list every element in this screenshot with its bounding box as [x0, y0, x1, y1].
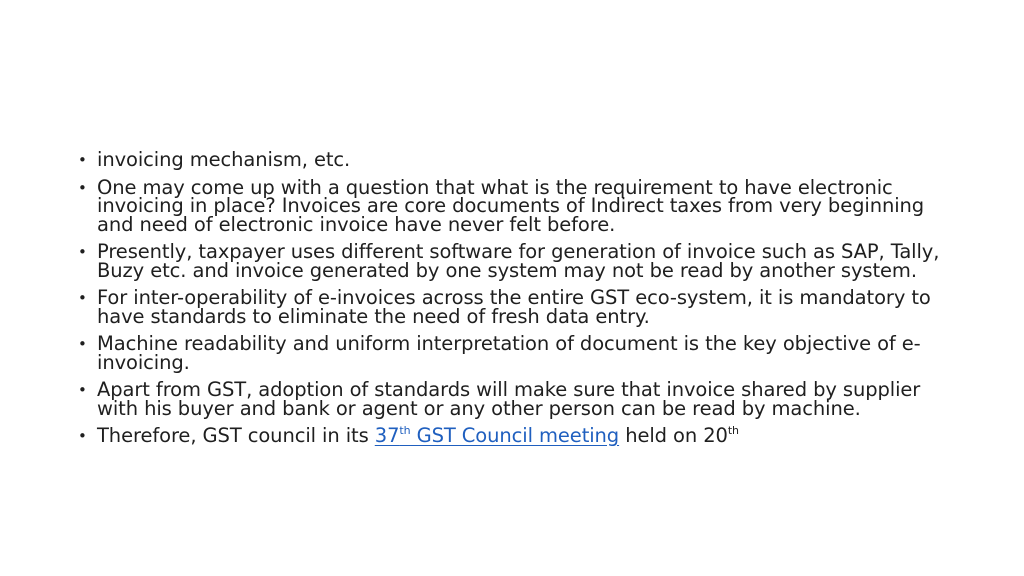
- bullet-icon: •: [78, 381, 87, 399]
- list-item: [78, 378, 948, 420]
- list-item: [78, 332, 948, 374]
- list-item: [78, 286, 948, 328]
- bullet-text: For inter-operability of e-invoices across the entire GST eco-system, it is mandatory to have standards to eliminate the need of fresh data entry.: [97, 286, 931, 328]
- list-item: [78, 240, 948, 282]
- bullet-list: [78, 148, 948, 455]
- bullet-text-council: [97, 424, 739, 447]
- list-item: [78, 175, 948, 236]
- meeting-label[interactable]: GST Council meeting: [410, 424, 620, 447]
- bullet-icon: •: [78, 178, 87, 197]
- council-suffix: held on 20: [619, 424, 728, 447]
- meeting-ordinal[interactable]: th: [399, 423, 411, 437]
- bullet-text: Presently, taxpayer uses different software for generation of invoice such as SAP, Tally, Buzy etc. and invoice generated by one system may not be read by another system.: [97, 240, 940, 282]
- list-item: [78, 423, 948, 447]
- bullet-icon: •: [78, 151, 87, 169]
- date-ordinal: th: [727, 423, 739, 437]
- bullet-icon: •: [78, 427, 87, 445]
- gst-council-meeting-link[interactable]: [375, 424, 619, 447]
- bullet-text: One may come up with a question that what is the requirement to have electronic invoicing in place? Invoices are core documents of Indirect taxes from very beginning and need of electronic invoice have never felt before.: [97, 175, 925, 236]
- bullet-icon: •: [78, 243, 87, 261]
- meeting-number[interactable]: 37: [374, 424, 400, 447]
- list-item: [78, 148, 948, 171]
- council-prefix: Therefore, GST council in its: [97, 424, 375, 447]
- bullet-text: Machine readability and uniform interpretation of document is the key objective of e-invoicing.: [97, 332, 921, 374]
- bullet-text: invoicing mechanism, etc.: [97, 148, 351, 171]
- bullet-text: Apart from GST, adoption of standards will make sure that invoice shared by supplier with his buyer and bank or agent or any other person can be read by machine.: [97, 378, 921, 420]
- bullet-icon: •: [78, 289, 87, 307]
- bullet-icon: •: [78, 335, 87, 353]
